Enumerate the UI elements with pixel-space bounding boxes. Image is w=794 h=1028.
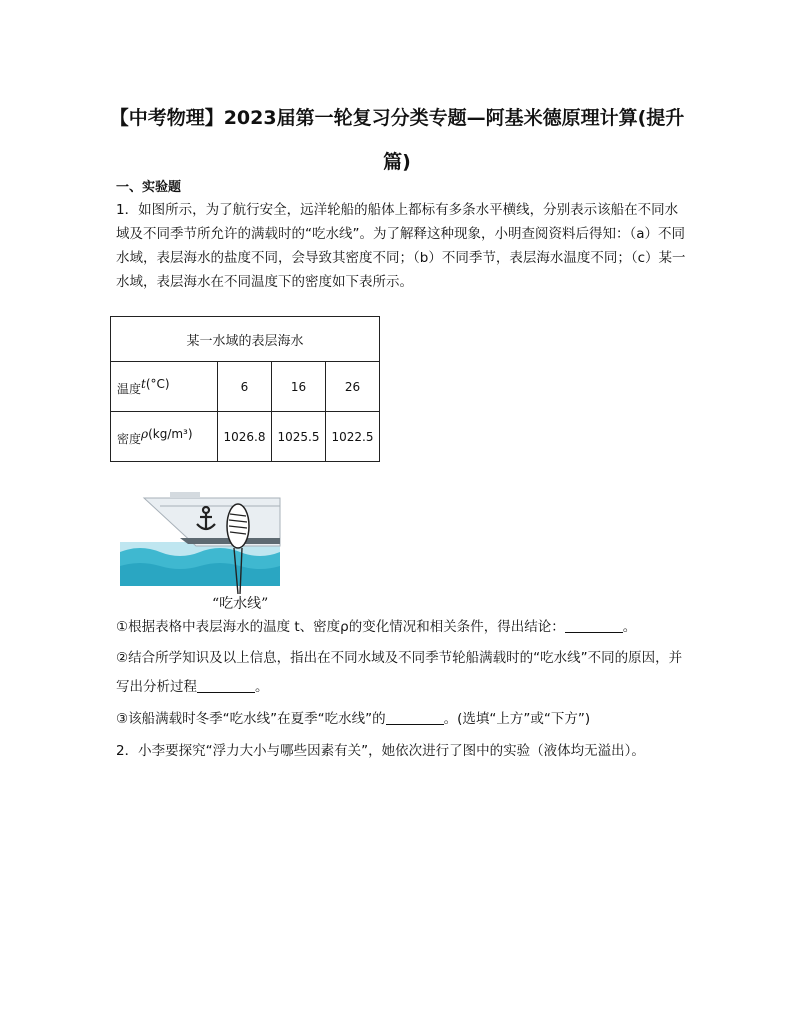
ship-deck [170, 492, 200, 498]
density-label-cell [111, 412, 218, 462]
question-3 [116, 705, 688, 734]
question-2 [116, 644, 688, 702]
section-heading: 一、实验题 [116, 180, 182, 195]
temperature-label-cell [111, 362, 218, 412]
table-header: 某一水域的表层海水 [111, 317, 380, 362]
temperature-value: 16 [272, 362, 326, 412]
table-row-temperature [111, 362, 380, 412]
density-value: 1026.8 [218, 412, 272, 462]
figure-caption: “吃水线” [212, 596, 269, 612]
answer-blank-2[interactable] [197, 678, 255, 693]
table-row-density [111, 412, 380, 462]
answer-blank-1[interactable] [565, 618, 623, 633]
table-header-row [111, 317, 380, 362]
question-1-end: 。 [622, 619, 637, 635]
question-2-end: 。 [255, 679, 269, 695]
temperature-value: 6 [218, 362, 272, 412]
temperature-symbol: t [141, 376, 146, 391]
question-1-text: ①根据表格中表层海水的温度 t、密度ρ的变化情况和相关条件，得出结论： [116, 619, 565, 635]
density-value: 1022.5 [326, 412, 380, 462]
density-unit: (kg/m³) [148, 426, 193, 441]
density-label: 密度 [117, 431, 142, 446]
question-1 [116, 613, 688, 642]
answer-blank-3[interactable] [386, 710, 444, 725]
question-2-text: ②结合所学知识及以上信息，指出在不同水域及不同季节轮船满载时的“吃水线”不同的原因，并写出分析过程 [116, 650, 683, 695]
problem-2-text: 2．小李要探究“浮力大小与哪些因素有关”，她依次进行了图中的实验（液体均无溢出）。 [116, 743, 645, 759]
question-3-hint: 。(选填“上方”或“下方”) [443, 711, 591, 727]
temperature-value: 26 [326, 362, 380, 412]
question-3-text: ③该船满载时冬季“吃水线”在夏季“吃水线”的 [116, 711, 386, 727]
temperature-label: 温度 [117, 381, 142, 396]
temperature-unit: (°C) [145, 376, 170, 391]
document-title: 【中考物理】2023届第一轮复习分类专题—阿基米德原理计算(提升篇) [109, 107, 685, 173]
problem-1-intro: 1．如图所示，为了航行安全，远洋轮船的船体上都标有多条水平横线，分别表示该船在不同水域及不同季节所允许的满载时的“吃水线”。为了解释这种现象，小明查阅资料后得知：（a）不同水域，表层海水的盐度不同，会导致其密度不同；（b）不同季节，表层海水温度不同；（c）某一水域，表层海水在不同温度下的密度如下表所示。 [116, 202, 686, 290]
density-value: 1025.5 [272, 412, 326, 462]
density-table [110, 316, 380, 462]
density-symbol: ρ [141, 426, 149, 441]
